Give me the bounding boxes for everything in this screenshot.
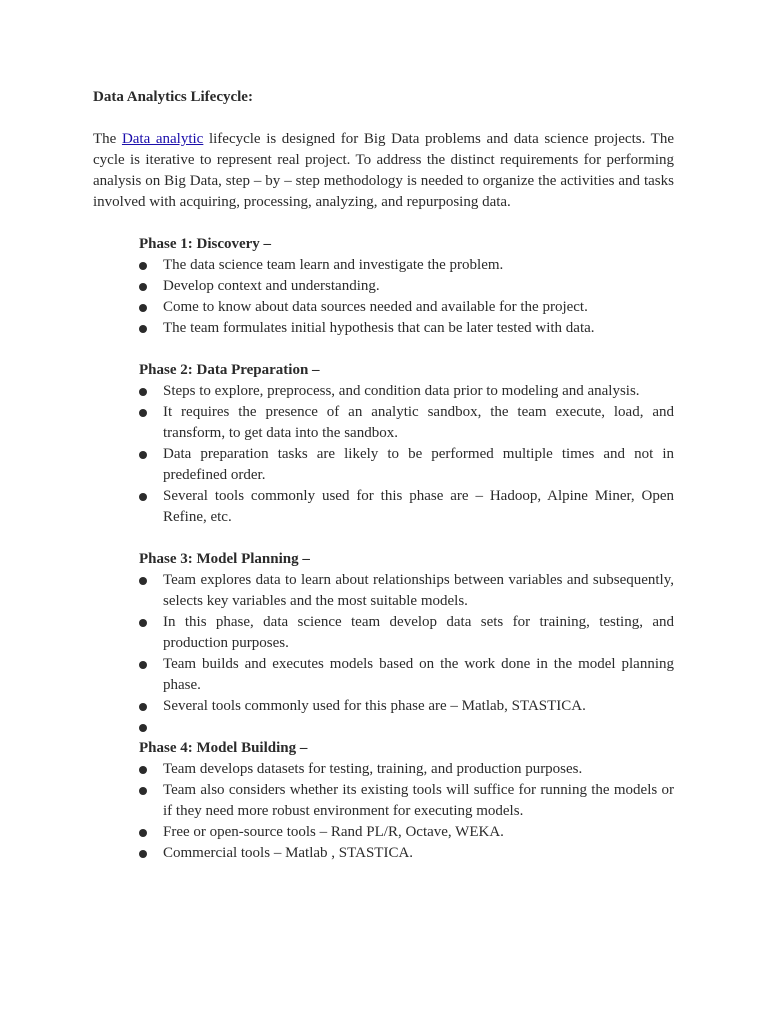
list-item-text: In this phase, data science team develop data sets for training, testing, and production purposes. (163, 614, 674, 651)
list-item (139, 402, 674, 444)
bullet-icon (139, 766, 147, 774)
phase-1-section (139, 234, 674, 339)
bullet-icon (139, 787, 147, 795)
document-title: Data Analytics Lifecycle: (93, 89, 253, 105)
list-item (139, 843, 674, 864)
list-item-text: Commercial tools – Matlab , STASTICA. (163, 845, 414, 861)
phase-4-section (139, 738, 674, 864)
list-item-text: Team explores data to learn about relationships between variables and subsequently, selects key variables and the most suitable models. (163, 572, 674, 609)
list-item-text: Data preparation tasks are likely to be performed multiple times and not in predefined order. (163, 446, 674, 483)
bullet-icon (139, 577, 147, 585)
list-item (139, 759, 674, 780)
list-item-text: Several tools commonly used for this phase are – Matlab, STASTICA. (163, 698, 586, 714)
phase-3-section (139, 549, 674, 738)
bullet-icon (139, 304, 147, 312)
list-item (139, 696, 674, 717)
intro-prefix: The (93, 131, 122, 147)
bullet-icon (139, 850, 147, 858)
bullet-icon (139, 262, 147, 270)
list-item (139, 570, 674, 612)
data-analytic-link[interactable]: Data analytic (121, 131, 204, 147)
phase-1-title: Phase 1: Discovery – (139, 236, 272, 252)
list-item (139, 612, 674, 654)
phase-2-title: Phase 2: Data Preparation – (139, 362, 320, 378)
list-item (139, 297, 674, 318)
phase-3-list (139, 570, 674, 738)
bullet-icon (139, 388, 147, 396)
list-item-text: Develop context and understanding. (163, 278, 380, 294)
intro-paragraph (93, 129, 674, 213)
list-item-text: The data science team learn and investigate the problem. (163, 257, 504, 273)
phase-4-list (139, 759, 674, 864)
list-item (139, 444, 674, 486)
list-item-text: The team formulates initial hypothesis that can be later tested with data. (163, 320, 595, 336)
bullet-icon (139, 724, 147, 732)
list-item-text: Several tools commonly used for this phase are – Hadoop, Alpine Miner, Open Refine, etc. (163, 488, 674, 525)
list-item (139, 822, 674, 843)
list-item (139, 255, 674, 276)
phase-4-title: Phase 4: Model Building – (139, 740, 308, 756)
bullet-icon (139, 409, 147, 417)
bullet-icon (139, 493, 147, 501)
list-item (139, 654, 674, 696)
bullet-icon (139, 829, 147, 837)
list-item (139, 486, 674, 528)
list-item-text: Steps to explore, preprocess, and condition data prior to modeling and analysis. (163, 383, 640, 399)
list-item (139, 276, 674, 297)
phase-3-title: Phase 3: Model Planning – (139, 551, 310, 567)
bullet-icon (139, 283, 147, 291)
phase-1-list (139, 255, 674, 339)
list-item (139, 780, 674, 822)
bullet-icon (139, 703, 147, 711)
empty-list-item (139, 717, 674, 738)
list-item (139, 318, 674, 339)
bullet-icon (139, 619, 147, 627)
list-item (139, 381, 674, 402)
bullet-icon (139, 661, 147, 669)
list-item-text: Team also considers whether its existing tools will suffice for running the models or if they need more robust environment for executing models. (163, 782, 674, 819)
phase-2-section (139, 360, 674, 528)
bullet-icon (139, 325, 147, 333)
list-item-text: Team builds and executes models based on the work done in the model planning phase. (163, 656, 674, 693)
document-body (93, 87, 674, 864)
intro-suffix: lifecycle is designed for Big Data problems and data science projects. The cycle is iterative to represent real project. To address the distinct requirements for performing analysis on Big Data, step – by – step methodology is needed to organize the activities and tasks involved with acquiring, processing, analyzing, and repurposing data. (93, 131, 674, 210)
bullet-icon (139, 451, 147, 459)
list-item-text: Team develops datasets for testing, training, and production purposes. (163, 761, 583, 777)
list-item-text: Come to know about data sources needed and available for the project. (163, 299, 588, 315)
phase-2-list (139, 381, 674, 528)
list-item-text: It requires the presence of an analytic sandbox, the team execute, load, and transform, to get data into the sandbox. (163, 404, 674, 441)
list-item-text: Free or open-source tools – Rand PL/R, Octave, WEKA. (163, 824, 504, 840)
